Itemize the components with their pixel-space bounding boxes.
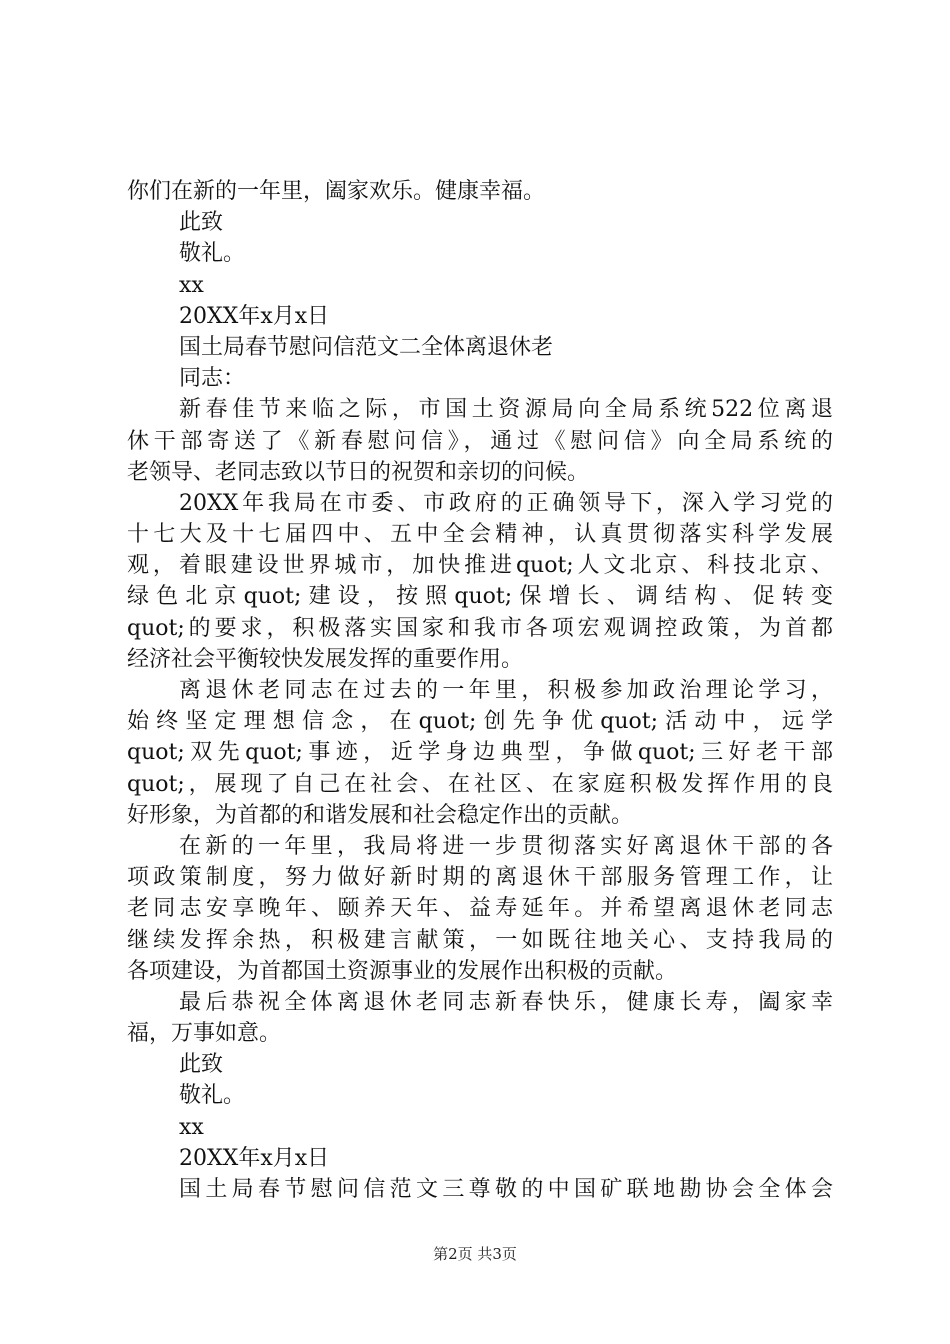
text-line: 观，着眼建设世界城市，加快推进quot;人文北京、科技北京、: [127, 553, 833, 579]
document-body: [127, 176, 833, 1205]
text-line: xx: [179, 272, 204, 298]
text-line: 新春佳节来临之际，市国土资源局向全局系统522位离退: [179, 397, 833, 423]
text-line: 休干部寄送了《新春慰问信》，通过《慰问信》向全局系统的: [127, 428, 833, 454]
text-line: 老同志安享晚年、颐养天年、益寿延年。并希望离退休老同志: [127, 896, 833, 922]
text-line: 绿色北京quot;建设，按照quot;保增长、调结构、促转变: [127, 584, 833, 610]
text-line: quot;，展现了自己在社会、在社区、在家庭积极发挥作用的良: [127, 771, 833, 797]
text-line: 项政策制度，努力做好新时期的离退休干部服务管理工作，让: [127, 865, 833, 891]
text-line: xx: [179, 1114, 204, 1140]
page-number-footer: 第2页 共3页: [433, 1245, 517, 1263]
text-line: 同志：: [179, 366, 246, 392]
text-line: 离退休老同志在过去的一年里，积极参加政治理论学习，: [179, 678, 833, 703]
text-line: 最后恭祝全体离退休老同志新春快乐，健康长寿，阖家幸: [179, 989, 833, 1015]
text-line: 国土局春节慰问信范文三尊敬的中国矿联地勘协会全体会: [179, 1177, 833, 1202]
text-line: 国土局春节慰问信范文二全体离退休老: [179, 334, 554, 360]
text-line: quot;的要求，积极落实国家和我市各项宏观调控政策，为首都: [127, 615, 833, 641]
text-line: 20XX年我局在市委、市政府的正确领导下，深入学习党的: [179, 490, 833, 516]
text-line: 此致: [179, 1052, 224, 1078]
text-line: 各项建设，为首都国土资源事业的发展作出积极的贡献。: [127, 958, 678, 984]
text-line: 敬礼。: [179, 1083, 246, 1109]
text-line: 始终坚定理想信念，在quot;创先争优quot;活动中，远学: [127, 709, 833, 735]
text-line: 十七大及十七届四中、五中全会精神，认真贯彻落实科学发展: [127, 522, 833, 548]
text-line: quot;双先quot;事迹，近学身边典型，争做quot;三好老干部: [127, 740, 833, 766]
text-line: 敬礼。: [179, 241, 246, 267]
text-line: 你们在新的一年里，阖家欢乐。健康幸福。: [127, 179, 546, 204]
text-line: 好形象，为首都的和谐发展和社会稳定作出的贡献。: [127, 802, 634, 828]
text-line: 在新的一年里，我局将进一步贯彻落实好离退休干部的各: [179, 833, 833, 859]
text-line: 此致: [179, 210, 224, 236]
text-line: 20XX年x月x日: [179, 1145, 330, 1171]
text-line: 福，万事如意。: [127, 1021, 282, 1047]
text-line: 经济社会平衡较快发展发挥的重要作用。: [127, 646, 524, 672]
text-line: 老领导、老同志致以节日的祝贺和亲切的问候。: [127, 459, 590, 485]
text-line: 20XX年x月x日: [179, 303, 330, 329]
text-line: 继续发挥余热，积极建言献策，一如既往地关心、支持我局的: [127, 927, 833, 953]
